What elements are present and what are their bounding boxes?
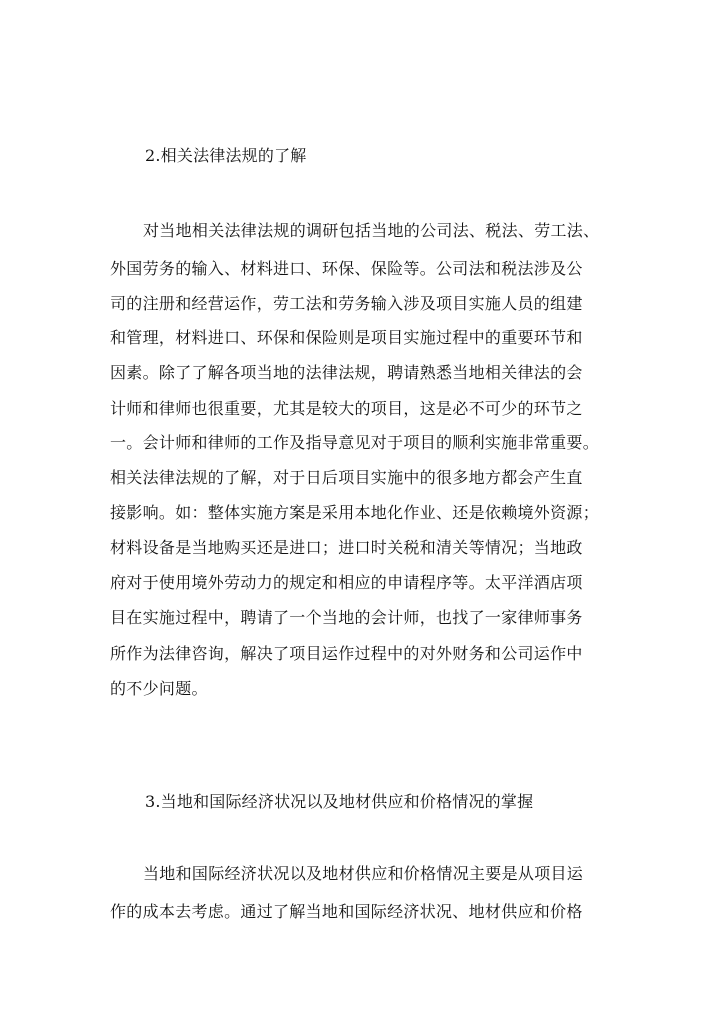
paragraph-line: 接影响。如：整体实施方案是采用本地化作业、还是依赖境外资源；	[110, 503, 600, 522]
paragraph-line: 目在实施过程中，聘请了一个当地的会计师，也找了一家律师事务	[110, 608, 583, 627]
paragraph-line: 府对于使用境外劳动力的规定和相应的申请程序等。太平洋酒店项	[110, 573, 583, 592]
paragraph-line: 计师和律师也很重要，尤其是较大的项目，这是必不可少的环节之	[110, 399, 583, 418]
paragraph-line: 作的成本去考虑。通过了解当地和国际经济状况、地材供应和价格	[110, 902, 583, 921]
paragraph-line: 一。会计师和律师的工作及指导意见对于项目的顺利实施非常重要。	[110, 433, 600, 452]
paragraph-line: 司的注册和经营运作，劳工法和劳务输入涉及项目实施人员的组建	[110, 294, 583, 313]
paragraph-line: 所作为法律咨询，解决了项目运作过程中的对外财务和公司运作中	[110, 644, 583, 663]
paragraph-line: 当地和国际经济状况以及地材供应和价格情况主要是从项目运	[143, 864, 584, 883]
section-3-heading: 3.当地和国际经济状况以及地材供应和价格情况的掌握	[145, 792, 534, 811]
paragraph-line: 外国劳务的输入、材料进口、环保、保险等。公司法和税法涉及公	[110, 259, 583, 278]
paragraph-line: 因素。除了了解各项当地的法律法规，聘请熟悉当地相关律法的会	[110, 363, 583, 382]
paragraph-line: 对当地相关法律法规的调研包括当地的公司法、税法、劳工法、	[143, 221, 600, 240]
paragraph-line: 和管理，材料进口、环保和保险则是项目实施过程中的重要环节和	[110, 328, 583, 347]
paragraph-line: 相关法律法规的了解，对于日后项目实施中的很多地方都会产生直	[110, 468, 583, 487]
section-2-heading: 2.相关法律法规的了解	[145, 146, 307, 165]
paragraph-line: 材料设备是当地购买还是进口；进口时关税和清关等情况；当地政	[110, 538, 583, 557]
paragraph-line: 的不少问题。	[110, 679, 208, 698]
